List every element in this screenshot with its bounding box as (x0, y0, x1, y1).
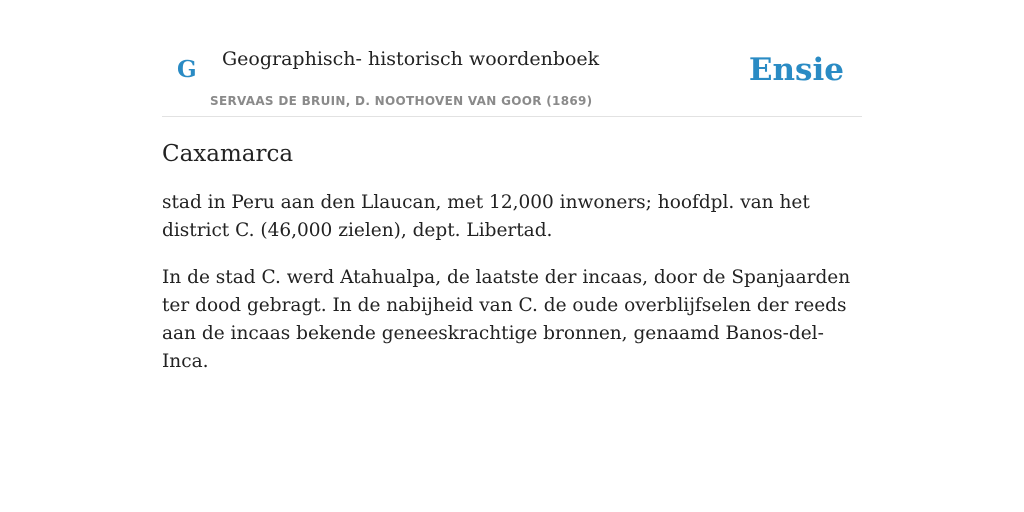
book-letter-link[interactable]: G (177, 56, 197, 83)
entry-title: Caxamarca (162, 141, 294, 167)
entry-paragraph: In de stad C. werd Atahualpa, de laatste der incaas, door de Spanjaarden ter dood gebragt. In de nabijheid van C. de oude overblijfselen der reeds aan de incaas bekende geneeskrachtige bronnen, genaamd Banos-del-Inca. (162, 267, 851, 372)
book-authors: SERVAAS DE BRUIN, D. NOOTHOVEN VAN GOOR (1869) (210, 94, 593, 108)
book-title[interactable]: Geographisch- historisch woordenboek (222, 48, 600, 70)
entry-content (162, 138, 862, 376)
header (162, 0, 862, 117)
entry-paragraph: stad in Peru aan den Llaucan, met 12,000 inwoners; hoofdpl. van het district C. (46,000 zielen), dept. Libertad. (162, 192, 810, 241)
brand-logo-link[interactable]: Ensie (748, 52, 844, 88)
